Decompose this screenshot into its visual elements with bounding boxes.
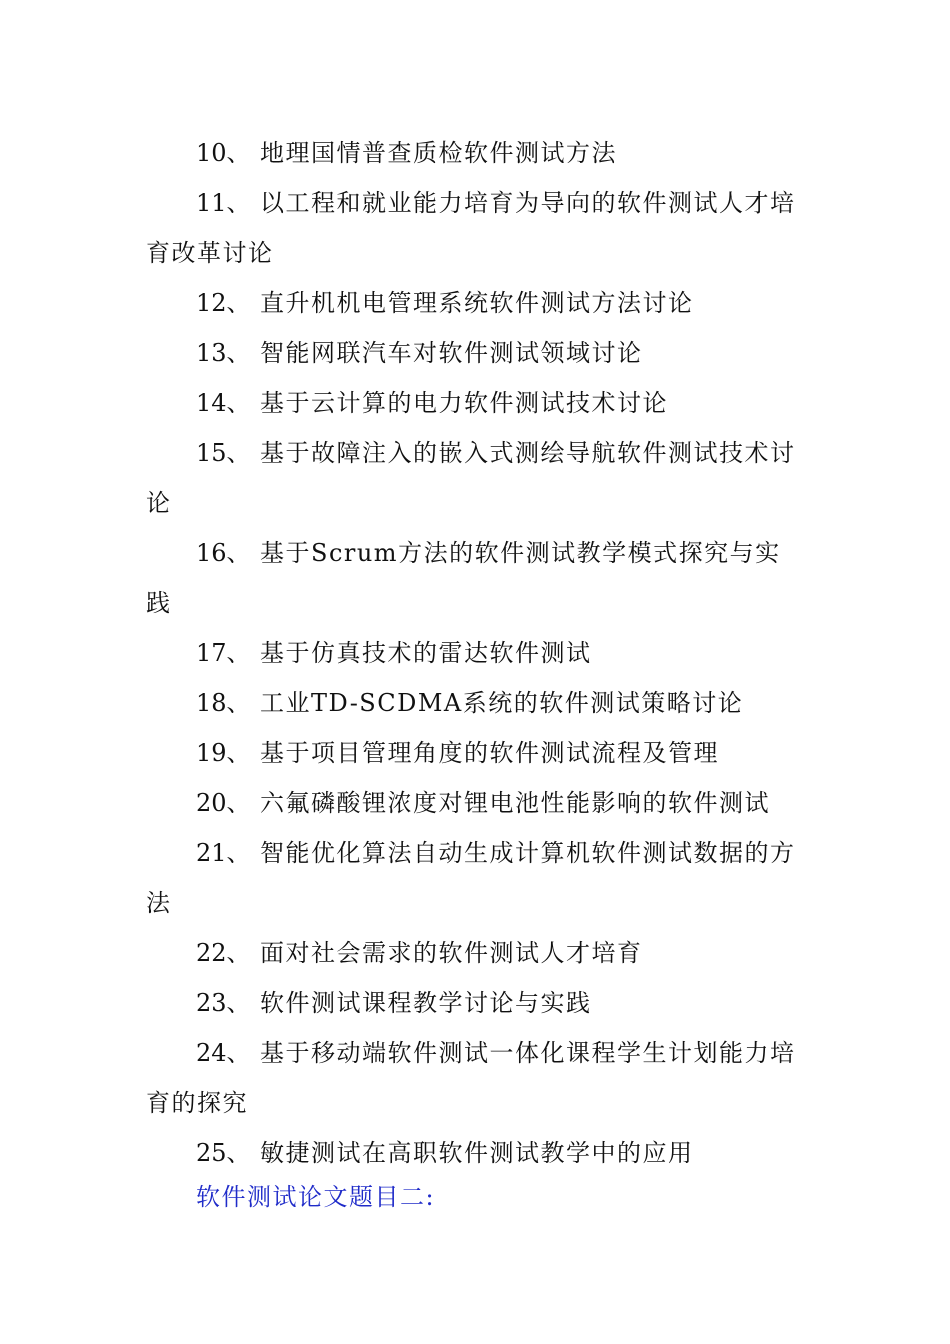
section-heading: 软件测试论文题目二: xyxy=(196,1183,436,1211)
item-text: 基于移动端软件测试一体化课程学生计划能力培育的探究 xyxy=(146,1039,796,1117)
item-text: 基于仿真技术的雷达软件测试 xyxy=(260,639,592,667)
item-number: 12、 xyxy=(196,289,251,317)
list-item xyxy=(146,628,806,678)
item-text: 面对社会需求的软件测试人才培育 xyxy=(260,939,643,967)
list-item xyxy=(146,678,806,728)
list-item xyxy=(146,528,806,628)
item-text: 以工程和就业能力培育为导向的软件测试人才培育改革讨论 xyxy=(146,189,796,267)
topic-list xyxy=(146,128,806,1178)
list-item xyxy=(146,828,806,928)
item-number: 18、 xyxy=(196,689,251,717)
item-number: 23、 xyxy=(196,989,251,1017)
item-text: 直升机机电管理系统软件测试方法讨论 xyxy=(260,289,694,317)
item-number: 24、 xyxy=(196,1039,251,1067)
list-item xyxy=(146,278,806,328)
item-number: 15、 xyxy=(196,439,251,467)
list-item xyxy=(146,378,806,428)
list-item xyxy=(146,978,806,1028)
item-number: 21、 xyxy=(196,839,251,867)
item-number: 10、 xyxy=(196,139,251,167)
list-item xyxy=(146,928,806,978)
item-text: 基于云计算的电力软件测试技术讨论 xyxy=(260,389,668,417)
item-text: 地理国情普查质检软件测试方法 xyxy=(260,139,617,167)
item-number: 25、 xyxy=(196,1139,251,1167)
item-text: 敏捷测试在高职软件测试教学中的应用 xyxy=(260,1139,694,1167)
item-text: 基于项目管理角度的软件测试流程及管理 xyxy=(260,739,719,767)
item-number: 19、 xyxy=(196,739,251,767)
item-text: 基于故障注入的嵌入式测绘导航软件测试技术讨论 xyxy=(146,439,796,517)
item-text: 软件测试课程教学讨论与实践 xyxy=(260,989,592,1017)
item-text: 六氟磷酸锂浓度对锂电池性能影响的软件测试 xyxy=(260,789,770,817)
item-number: 20、 xyxy=(196,789,251,817)
list-item xyxy=(146,128,806,178)
item-text: 智能优化算法自动生成计算机软件测试数据的方法 xyxy=(146,839,796,917)
list-item xyxy=(146,178,806,278)
list-item xyxy=(146,778,806,828)
list-item xyxy=(146,1128,806,1178)
item-text: 工业TD-SCDMA系统的软件测试策略讨论 xyxy=(260,689,744,717)
item-text: 基于Scrum方法的软件测试教学模式探究与实践 xyxy=(146,539,781,617)
item-number: 13、 xyxy=(196,339,251,367)
list-item xyxy=(146,728,806,778)
item-number: 16、 xyxy=(196,539,251,567)
list-item xyxy=(146,428,806,528)
item-number: 22、 xyxy=(196,939,251,967)
item-number: 14、 xyxy=(196,389,251,417)
list-item xyxy=(146,1028,806,1128)
item-number: 17、 xyxy=(196,639,251,667)
list-item xyxy=(146,328,806,378)
item-text: 智能网联汽车对软件测试领域讨论 xyxy=(260,339,643,367)
item-number: 11、 xyxy=(196,189,251,217)
